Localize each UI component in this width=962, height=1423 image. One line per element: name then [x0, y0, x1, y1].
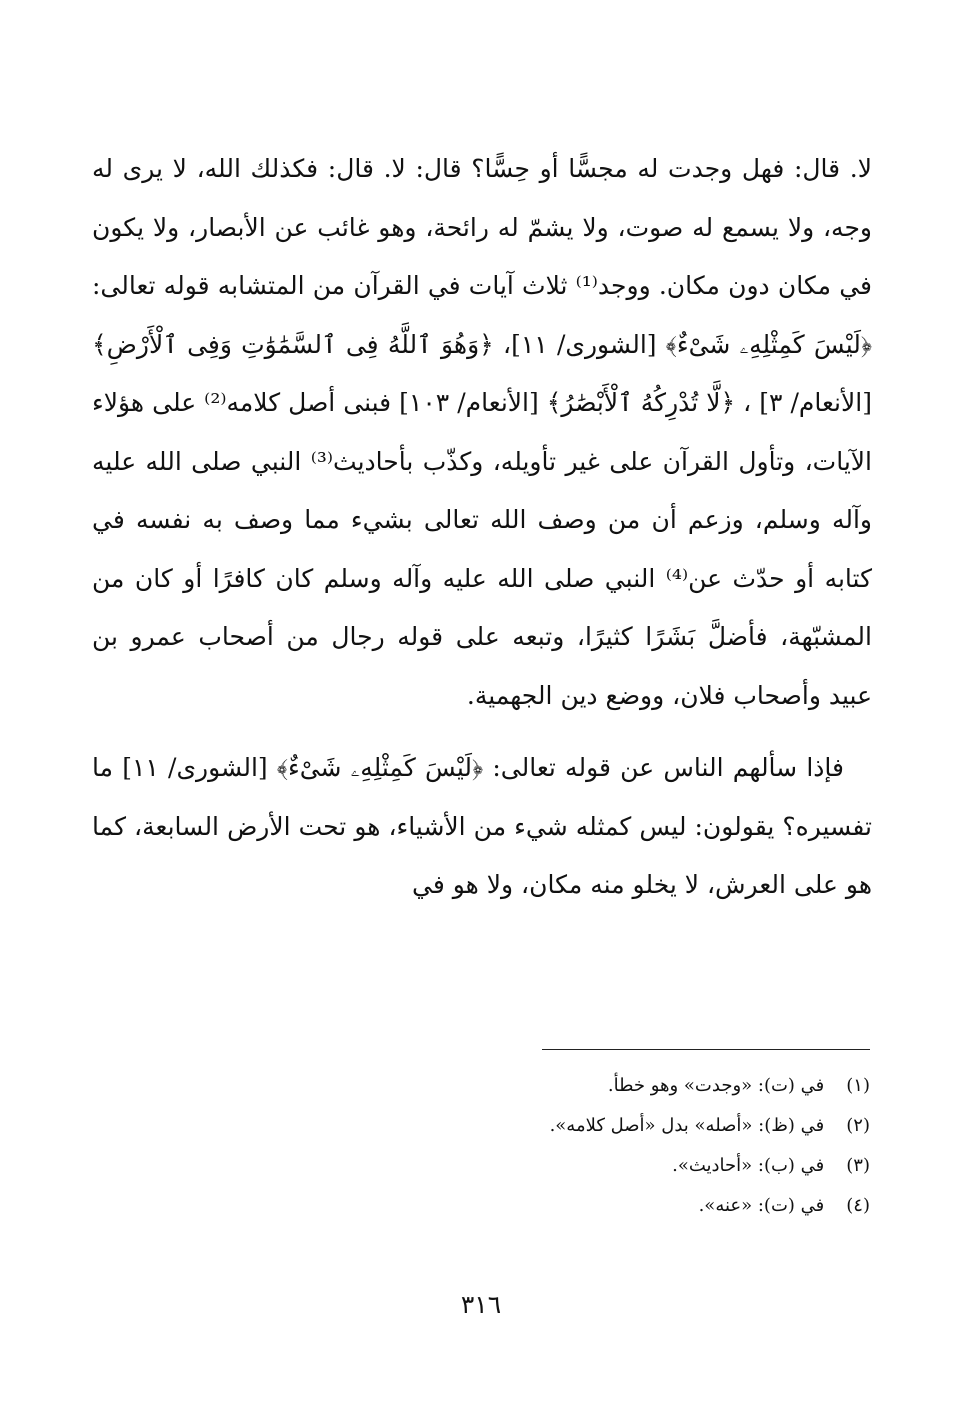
footnote-text: في (ت): «وجدت» وهو خطأ.	[607, 1075, 825, 1096]
footnote-number: (٢)	[846, 1115, 870, 1136]
footnote-text: في (ظ): «أصله» بدل «أصل كلامه».	[549, 1115, 825, 1136]
page-number: ٣١٦	[460, 1290, 502, 1319]
footnote-number: (١)	[846, 1075, 870, 1096]
footnote-number: (٣)	[846, 1155, 870, 1176]
footnote-2	[310, 1106, 870, 1146]
footnote-separator	[542, 1049, 870, 1050]
footnote-1	[310, 1066, 870, 1106]
footnote-4	[310, 1186, 870, 1226]
paragraph-2: فإذا سألهم الناس عن قوله تعالى: ﴿لَيْسَ كَمِثْلِهِۦ شَىْءٌ﴾ [الشورى/ ١١] ما تفسيره؟ يقولون: ليس كمثله شيء من الأشياء، هو تحت الأرض السابعة، كما هو على العرش، لا يخلو منه مكان، ولا هو في	[92, 753, 872, 899]
footnote-text: في (ب): «أحاديث».	[672, 1155, 825, 1176]
paragraph-1: لا. قال: فهل وجدت له مجسًّا أو حِسًّا؟ قال: لا. قال: فكذلك الله، لا يرى له وجه، ولا يسمع له صوت، ولا يشمّ له رائحة، وهو غائب عن الأبصار، ولا يكون في مكان دون مكان. ووجد⁽¹⁾ ثلاث آيات في القرآن من المتشابه قوله تعالى: ﴿لَيْسَ كَمِثْلِهِۦ شَىْءٌ﴾ [الشورى/ ١١]، ﴿وَهُوَ ٱللَّهُ فِى ٱلسَّمَٰوَٰتِ وَفِى ٱلْأَرْضِ﴾ [الأنعام/ ٣] ، ﴿لَّا تُدْرِكُهُ ٱلْأَبْصَٰرُ﴾ [الأنعام/ ١٠٣] فبنى أصل كلامه⁽²⁾ على هؤلاء الآيات، وتأول القرآن على غير تأويله، وكذّب بأحاديث⁽³⁾ النبي صلى الله عليه وآله وسلم، وزعم أن من وصف الله تعالى بشيء مما وصف به نفسه في كتابه أو حدّث عن⁽⁴⁾ النبي صلى الله عليه وآله وسلم كان كافرًا أو كان من المشبّهة، فأضلَّ بَشَرًا كثيرًا، وتبعه على قوله رجال من أصحاب عمرو بن عبيد وأصحاب فلان، ووضع دين الجهمية.	[92, 154, 873, 710]
footnote-text: في (ت): «عنه».	[698, 1195, 825, 1216]
footnotes	[310, 1066, 870, 1226]
footnote-number: (٤)	[846, 1195, 870, 1216]
main-text	[92, 140, 872, 915]
footnote-3	[310, 1146, 870, 1186]
